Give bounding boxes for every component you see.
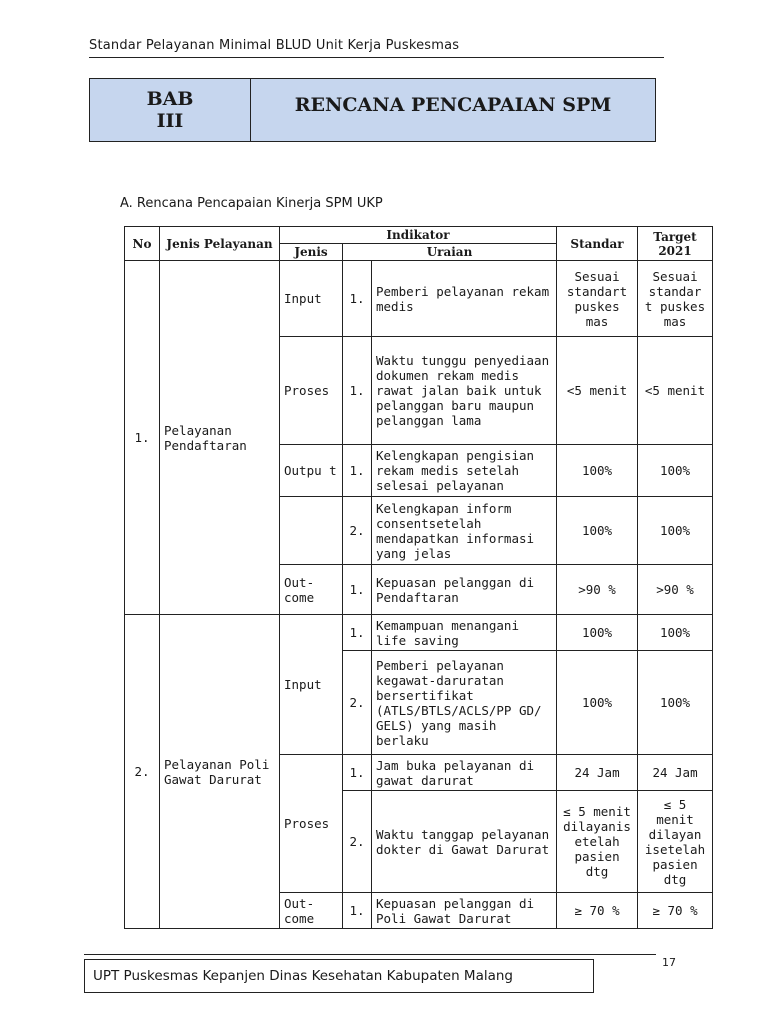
- running-header: Standar Pelayanan Minimal BLUD Unit Kerja Puskesmas: [89, 38, 664, 58]
- indicator-standard: 100%: [557, 445, 638, 497]
- indicator-standard: ≤ 5 menit dilayanis etelah pasien dtg: [557, 791, 638, 893]
- indicator-number: 1.: [343, 615, 372, 651]
- indicator-description: Kepuasan pelanggan di Pendaftaran: [372, 565, 557, 615]
- indicator-type: Outpu t: [280, 445, 343, 497]
- indicator-number: 1.: [343, 261, 372, 337]
- header-standar: Standar: [557, 227, 638, 261]
- indicator-number: 1.: [343, 565, 372, 615]
- header-no: No: [125, 227, 160, 261]
- indicator-standard: Sesuai standart puskes mas: [557, 261, 638, 337]
- indicator-type: Out-come: [280, 893, 343, 929]
- indicator-target: 100%: [638, 615, 713, 651]
- chapter-label: BAB: [146, 88, 194, 110]
- indicator-description: Jam buka pelayanan di gawat darurat: [372, 755, 557, 791]
- spm-table: [124, 226, 713, 929]
- indicator-target: Sesuai standar t puskes mas: [638, 261, 713, 337]
- indicator-standard: <5 menit: [557, 337, 638, 445]
- indicator-number: 1.: [343, 337, 372, 445]
- chapter-box: [89, 78, 656, 142]
- indicator-number: 1.: [343, 893, 372, 929]
- table-row: [125, 615, 713, 651]
- indicator-type: [280, 497, 343, 565]
- service-name: Pelayanan Pendaftaran: [160, 261, 280, 615]
- header-uraian: Uraian: [343, 244, 557, 261]
- page-number: 17: [662, 956, 676, 969]
- chapter-number: [90, 79, 251, 141]
- indicator-standard: 100%: [557, 615, 638, 651]
- chapter-roman: III: [156, 110, 184, 132]
- indicator-number: 2.: [343, 497, 372, 565]
- indicator-description: Kelengkapan pengisian rekam medis setelah selesai pelayanan: [372, 445, 557, 497]
- header-jenis-pelayanan: Jenis Pelayanan: [160, 227, 280, 261]
- indicator-target: 100%: [638, 651, 713, 755]
- indicator-standard: ≥ 70 %: [557, 893, 638, 929]
- header-target: Target 2021: [638, 227, 713, 261]
- footer-text: UPT Puskesmas Kepanjen Dinas Kesehatan Kabupaten Malang: [93, 968, 514, 984]
- service-no: 2.: [125, 615, 160, 929]
- indicator-description: Kelengkapan inform consentsetelah mendapatkan informasi yang jelas: [372, 497, 557, 565]
- indicator-standard: 100%: [557, 497, 638, 565]
- service-name: Pelayanan Poli Gawat Darurat: [160, 615, 280, 929]
- indicator-description: Kepuasan pelanggan di Poli Gawat Darurat: [372, 893, 557, 929]
- indicator-target: >90 %: [638, 565, 713, 615]
- chapter-title: RENCANA PENCAPAIAN SPM: [294, 94, 612, 116]
- indicator-type: Proses: [280, 755, 343, 893]
- indicator-description: Pemberi pelayanan rekam medis: [372, 261, 557, 337]
- indicator-target: ≥ 70 %: [638, 893, 713, 929]
- indicator-number: 2.: [343, 651, 372, 755]
- service-no: 1.: [125, 261, 160, 615]
- indicator-type: Input: [280, 615, 343, 755]
- indicator-description: Kemampuan menangani life saving: [372, 615, 557, 651]
- indicator-description: Waktu tanggap pelayanan dokter di Gawat Darurat: [372, 791, 557, 893]
- table-row: [125, 261, 713, 337]
- header-jenis: Jenis: [280, 244, 343, 261]
- header-indikator: Indikator: [280, 227, 557, 244]
- indicator-type: Input: [280, 261, 343, 337]
- indicator-target: 24 Jam: [638, 755, 713, 791]
- indicator-standard: 24 Jam: [557, 755, 638, 791]
- indicator-type: Proses: [280, 337, 343, 445]
- indicator-description: Pemberi pelayanan kegawat-daruratan bersertifikat (ATLS/BTLS/ACLS/PP GD/ GELS) yang masih berlaku: [372, 651, 557, 755]
- indicator-type: Out-come: [280, 565, 343, 615]
- indicator-target: 100%: [638, 497, 713, 565]
- footer-box: [84, 959, 594, 993]
- indicator-target: <5 menit: [638, 337, 713, 445]
- indicator-target: ≤ 5 menit dilayan isetelah pasien dtg: [638, 791, 713, 893]
- indicator-target: 100%: [638, 445, 713, 497]
- footer-divider: [84, 954, 656, 955]
- indicator-description: Waktu tunggu penyediaan dokumen rekam medis rawat jalan baik untuk pelanggan baru maupun pelanggan lama: [372, 337, 557, 445]
- indicator-number: 1.: [343, 445, 372, 497]
- section-heading: A. Rencana Pencapaian Kinerja SPM UKP: [120, 196, 383, 211]
- indicator-standard: 100%: [557, 651, 638, 755]
- indicator-number: 2.: [343, 791, 372, 893]
- indicator-number: 1.: [343, 755, 372, 791]
- indicator-standard: >90 %: [557, 565, 638, 615]
